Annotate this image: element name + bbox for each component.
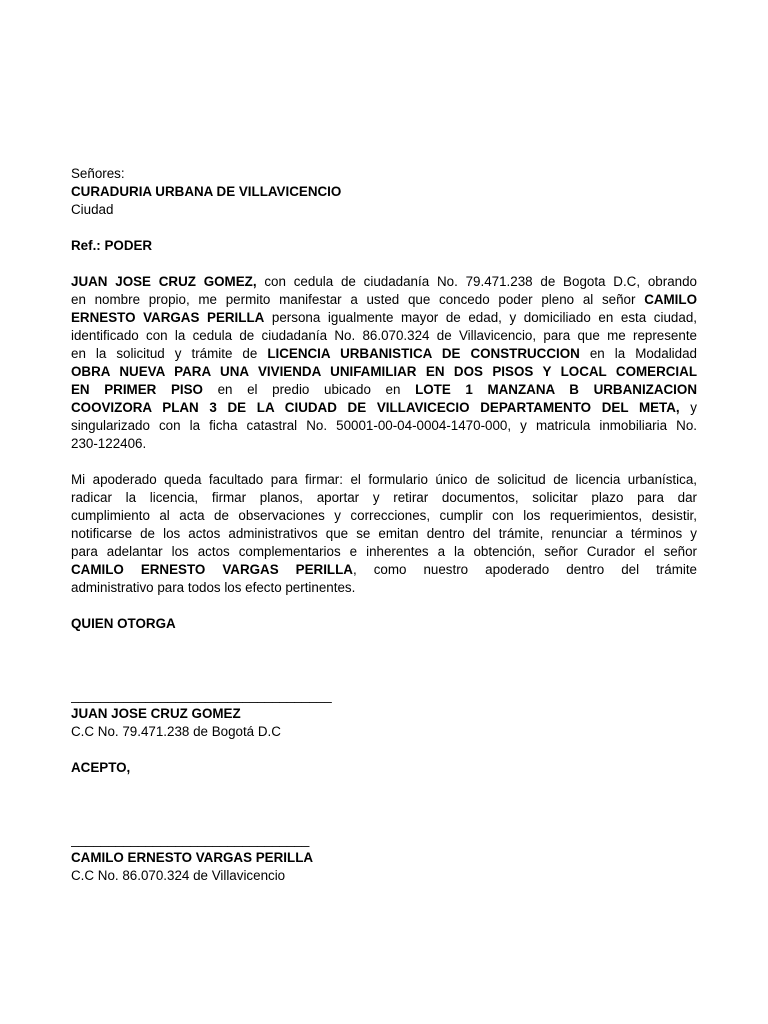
paragraph-line (71, 507, 697, 525)
text: notificarse de los actos administrativos que se emitan dentro del trámite, renunciar a términos y (71, 526, 697, 541)
paragraph-line (71, 345, 697, 363)
text: cumplimiento al acta de observaciones y correcciones, cumplir con los requerimientos, desistir, (71, 508, 697, 523)
paragraph-line (71, 363, 697, 381)
paragraph-line (71, 417, 697, 435)
text: Mi apoderado queda facultado para firmar: el formulario único de solicitud de licencia urbanística, (71, 472, 697, 487)
salutation: Señores: (71, 166, 125, 181)
bold-text: LICENCIA URBANISTICA DE CONSTRUCCION (267, 346, 580, 361)
text: para adelantar los actos complementarios e inherentes a la obtención, señor Curador el señor (71, 544, 697, 559)
text: y (679, 400, 697, 415)
paragraph-line (71, 489, 697, 507)
text: , como nuestro apoderado dentro del trámite (352, 562, 698, 577)
bold-text: OBRA NUEVA PARA UNA VIVIENDA UNIFAMILIAR EN DOS PISOS Y LOCAL COMERCIAL (71, 364, 697, 379)
grantor-id: C.C No. 79.471.238 de Bogotá D.C (71, 724, 281, 739)
bold-text: EN PRIMER PISO (71, 382, 203, 397)
text: en el predio ubicado en (202, 382, 416, 397)
text: en la Modalidad (579, 346, 697, 361)
text: en la solicitud y trámite de (71, 346, 268, 361)
acceptor-heading: ACEPTO, (71, 760, 131, 775)
bold-text: CAMILO ERNESTO VARGAS PERILLA (71, 562, 353, 577)
paragraph-line (71, 399, 697, 417)
paragraph-line (71, 471, 697, 489)
text: identificado con la cedula de ciudadanía No. 86.070.324 de Villavicencio, para que me represente (71, 328, 697, 343)
power-paragraph (71, 273, 697, 453)
bold-text: JUAN JOSE CRUZ GOMEZ, (71, 274, 257, 289)
text: en nombre propio, me permito manifestar a usted que concedo poder pleno al señor (71, 292, 645, 307)
grantor-heading: QUIEN OTORGA (71, 616, 176, 631)
paragraph-line (71, 273, 697, 291)
paragraph-line (71, 543, 697, 561)
paragraph-line (71, 291, 697, 309)
acceptor-id: C.C No. 86.070.324 de Villavicencio (71, 868, 286, 883)
acceptor-name: CAMILO ERNESTO VARGAS PERILLA (71, 850, 314, 865)
text: administrativo para todos los efecto pertinentes. (71, 580, 356, 595)
bold-text: CAMILO (644, 292, 697, 307)
acceptor-signature-line: ________________________________ (71, 832, 310, 847)
letter-body (71, 165, 697, 885)
faculties-paragraph (71, 471, 697, 597)
grantor-signature-line: ___________________________________ (71, 688, 332, 703)
paragraph-line (71, 309, 697, 327)
recipient: CURADURIA URBANA DE VILLAVICENCIO (71, 184, 342, 199)
paragraph-line (71, 579, 697, 597)
text: 230-122406. (71, 436, 147, 451)
paragraph-line (71, 327, 697, 345)
bold-text: COOVIZORA PLAN 3 DE LA CIUDAD DE VILLAVICECIO DEPARTAMENTO DEL META, (71, 400, 680, 415)
paragraph-line (71, 381, 697, 399)
paragraph-line (71, 561, 697, 579)
bold-text: LOTE 1 MANZANA B URBANIZACION (415, 382, 697, 397)
city: Ciudad (71, 202, 114, 217)
paragraph-line (71, 435, 697, 453)
text: con cedula de ciudadanía No. 79.471.238 de Bogota D.C, obrando (256, 274, 697, 289)
paragraph-line (71, 525, 697, 543)
text: singularizado con la ficha catastral No. 50001-00-04-0004-1470-000, y matricula inmobiliaria No. (71, 418, 697, 433)
text: persona igualmente mayor de edad, y domiciliado en esta ciudad, (264, 310, 697, 325)
grantor-name: JUAN JOSE CRUZ GOMEZ (71, 706, 241, 721)
text: radicar la licencia, firmar planos, aportar y retirar documentos, solicitar plazo para dar (71, 490, 697, 505)
reference: Ref.: PODER (71, 238, 153, 253)
bold-text: ERNESTO VARGAS PERILLA (71, 310, 265, 325)
